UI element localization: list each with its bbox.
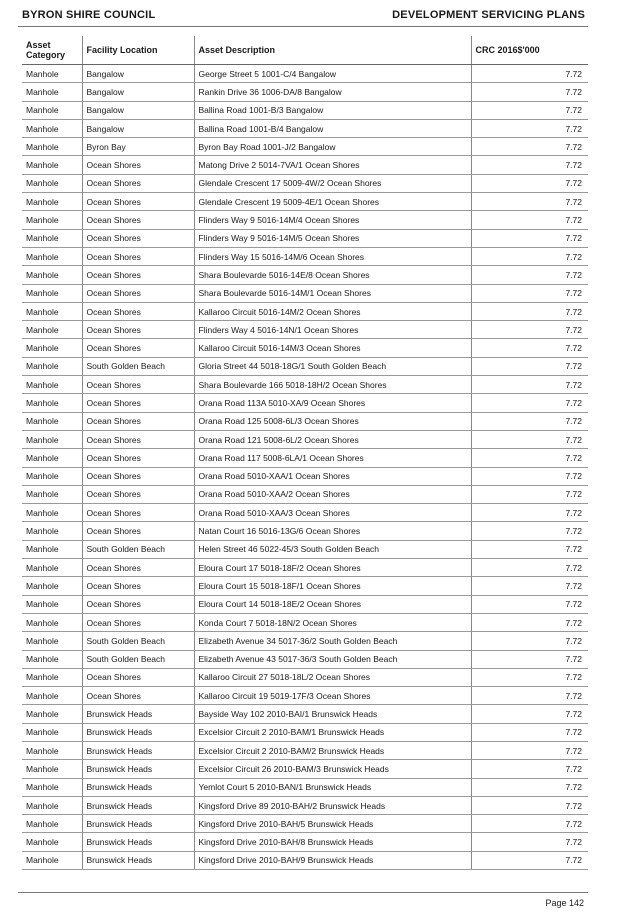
asset-category-cell: Manhole: [22, 559, 82, 577]
asset-description-cell: Gloria Street 44 5018-18G/1 South Golden Beach: [194, 357, 471, 375]
facility-location-cell: Ocean Shores: [82, 156, 194, 174]
facility-location-cell: Bangalow: [82, 83, 194, 101]
crc-value-cell: 7.72: [471, 778, 588, 796]
table-row: [22, 851, 588, 869]
table-row: [22, 394, 588, 412]
asset-category-cell: Manhole: [22, 741, 82, 759]
crc-value-cell: 7.72: [471, 577, 588, 595]
crc-value-cell: 7.72: [471, 394, 588, 412]
asset-description-cell: Natan Court 16 5016-13G/6 Ocean Shores: [194, 522, 471, 540]
asset-description-cell: Orana Road 5010-XAA/2 Ocean Shores: [194, 485, 471, 503]
asset-description-cell: Eloura Court 14 5018-18E/2 Ocean Shores: [194, 595, 471, 613]
asset-description-cell: Excelsior Circuit 26 2010-BAM/3 Brunswick Heads: [194, 760, 471, 778]
facility-location-cell: Ocean Shores: [82, 522, 194, 540]
crc-value-cell: 7.72: [471, 613, 588, 631]
facility-location-cell: Ocean Shores: [82, 613, 194, 631]
asset-category-cell: Manhole: [22, 339, 82, 357]
asset-description-cell: Glendale Crescent 17 5009-4W/2 Ocean Shores: [194, 174, 471, 192]
crc-value-cell: 7.72: [471, 705, 588, 723]
asset-description-cell: Byron Bay Road 1001-J/2 Bangalow: [194, 138, 471, 156]
asset-category-cell: Manhole: [22, 796, 82, 814]
crc-value-cell: 7.72: [471, 851, 588, 869]
table-row: [22, 211, 588, 229]
crc-value-cell: 7.72: [471, 156, 588, 174]
facility-location-cell: Brunswick Heads: [82, 815, 194, 833]
asset-description-cell: Glendale Crescent 19 5009-4E/1 Ocean Shores: [194, 193, 471, 211]
facility-location-cell: Brunswick Heads: [82, 851, 194, 869]
table-header: [22, 36, 588, 65]
table-row: [22, 412, 588, 430]
asset-description-cell: Eloura Court 17 5018-18F/2 Ocean Shores: [194, 559, 471, 577]
facility-location-cell: Ocean Shores: [82, 449, 194, 467]
table-row: [22, 357, 588, 375]
asset-category-cell: Manhole: [22, 119, 82, 137]
crc-value-cell: 7.72: [471, 687, 588, 705]
column-header-crc: CRC 2016$'000: [471, 36, 588, 65]
facility-location-cell: Brunswick Heads: [82, 833, 194, 851]
crc-value-cell: 7.72: [471, 595, 588, 613]
crc-value-cell: 7.72: [471, 632, 588, 650]
asset-description-cell: Excelsior Circuit 2 2010-BAM/2 Brunswick Heads: [194, 741, 471, 759]
crc-value-cell: 7.72: [471, 559, 588, 577]
asset-description-cell: Excelsior Circuit 2 2010-BAM/1 Brunswick Heads: [194, 723, 471, 741]
column-header-facility-location: Facility Location: [82, 36, 194, 65]
table-row: [22, 595, 588, 613]
crc-value-cell: 7.72: [471, 467, 588, 485]
asset-description-cell: Shara Boulevarde 5016-14E/8 Ocean Shores: [194, 266, 471, 284]
asset-description-cell: Kingsford Drive 2010-BAH/9 Brunswick Heads: [194, 851, 471, 869]
table-row: [22, 193, 588, 211]
crc-value-cell: 7.72: [471, 321, 588, 339]
crc-value-cell: 7.72: [471, 504, 588, 522]
asset-category-cell: Manhole: [22, 577, 82, 595]
table-row: [22, 101, 588, 119]
asset-category-cell: Manhole: [22, 650, 82, 668]
asset-description-cell: Yemlot Court 5 2010-BAN/1 Brunswick Heads: [194, 778, 471, 796]
crc-value-cell: 7.72: [471, 723, 588, 741]
facility-location-cell: South Golden Beach: [82, 632, 194, 650]
facility-location-cell: South Golden Beach: [82, 357, 194, 375]
table-row: [22, 741, 588, 759]
asset-description-cell: Elizabeth Avenue 43 5017-36/3 South Golden Beach: [194, 650, 471, 668]
asset-category-cell: Manhole: [22, 851, 82, 869]
facility-location-cell: Ocean Shores: [82, 266, 194, 284]
asset-category-cell: Manhole: [22, 247, 82, 265]
table-row: [22, 504, 588, 522]
asset-category-cell: Manhole: [22, 83, 82, 101]
asset-category-cell: Manhole: [22, 284, 82, 302]
header-divider: [18, 26, 588, 27]
table-row: [22, 430, 588, 448]
asset-category-cell: Manhole: [22, 302, 82, 320]
facility-location-cell: Ocean Shores: [82, 394, 194, 412]
asset-category-cell: Manhole: [22, 449, 82, 467]
facility-location-cell: Brunswick Heads: [82, 723, 194, 741]
asset-description-cell: Shara Boulevarde 5016-14M/1 Ocean Shores: [194, 284, 471, 302]
facility-location-cell: Ocean Shores: [82, 687, 194, 705]
facility-location-cell: Brunswick Heads: [82, 741, 194, 759]
facility-location-cell: Ocean Shores: [82, 229, 194, 247]
asset-category-cell: Manhole: [22, 613, 82, 631]
table-row: [22, 577, 588, 595]
asset-description-cell: Kallaroo Circuit 5016-14M/2 Ocean Shores: [194, 302, 471, 320]
table-row: [22, 449, 588, 467]
asset-description-cell: Flinders Way 15 5016-14M/6 Ocean Shores: [194, 247, 471, 265]
facility-location-cell: Ocean Shores: [82, 668, 194, 686]
crc-value-cell: 7.72: [471, 302, 588, 320]
asset-category-cell: Manhole: [22, 833, 82, 851]
facility-location-cell: Ocean Shores: [82, 302, 194, 320]
crc-value-cell: 7.72: [471, 815, 588, 833]
crc-value-cell: 7.72: [471, 485, 588, 503]
asset-description-cell: Flinders Way 9 5016-14M/4 Ocean Shores: [194, 211, 471, 229]
asset-description-cell: Orana Road 113A 5010-XA/9 Ocean Shores: [194, 394, 471, 412]
asset-description-cell: Kingsford Drive 89 2010-BAH/2 Brunswick Heads: [194, 796, 471, 814]
asset-description-cell: Matong Drive 2 5014-7VA/1 Ocean Shores: [194, 156, 471, 174]
table-row: [22, 613, 588, 631]
asset-category-cell: Manhole: [22, 485, 82, 503]
asset-description-cell: Elizabeth Avenue 34 5017-36/2 South Golden Beach: [194, 632, 471, 650]
facility-location-cell: Ocean Shores: [82, 284, 194, 302]
table-row: [22, 778, 588, 796]
asset-category-cell: Manhole: [22, 211, 82, 229]
crc-value-cell: 7.72: [471, 174, 588, 192]
crc-value-cell: 7.72: [471, 449, 588, 467]
crc-value-cell: 7.72: [471, 247, 588, 265]
column-header-asset-category: Asset Category: [22, 36, 82, 65]
asset-category-cell: Manhole: [22, 430, 82, 448]
table-row: [22, 138, 588, 156]
facility-location-cell: Byron Bay: [82, 138, 194, 156]
table-row: [22, 650, 588, 668]
table-body: [22, 65, 588, 870]
table-row: [22, 229, 588, 247]
table-row: [22, 705, 588, 723]
asset-description-cell: Kallaroo Circuit 5016-14M/3 Ocean Shores: [194, 339, 471, 357]
asset-description-cell: Flinders Way 9 5016-14M/5 Ocean Shores: [194, 229, 471, 247]
document-title: DEVELOPMENT SERVICING PLANS: [392, 9, 585, 21]
crc-value-cell: 7.72: [471, 357, 588, 375]
table-row: [22, 796, 588, 814]
facility-location-cell: Ocean Shores: [82, 412, 194, 430]
asset-category-cell: Manhole: [22, 229, 82, 247]
asset-description-cell: Flinders Way 4 5016-14N/1 Ocean Shores: [194, 321, 471, 339]
asset-description-cell: Helen Street 46 5022-45/3 South Golden Beach: [194, 540, 471, 558]
crc-value-cell: 7.72: [471, 138, 588, 156]
asset-description-cell: Orana Road 117 5008-6LA/1 Ocean Shores: [194, 449, 471, 467]
facility-location-cell: Ocean Shores: [82, 211, 194, 229]
crc-value-cell: 7.72: [471, 741, 588, 759]
facility-location-cell: Brunswick Heads: [82, 760, 194, 778]
crc-value-cell: 7.72: [471, 65, 588, 83]
table-row: [22, 376, 588, 394]
asset-category-cell: Manhole: [22, 540, 82, 558]
asset-category-cell: Manhole: [22, 193, 82, 211]
facility-location-cell: Brunswick Heads: [82, 705, 194, 723]
facility-location-cell: Ocean Shores: [82, 193, 194, 211]
table-row: [22, 723, 588, 741]
facility-location-cell: Ocean Shores: [82, 321, 194, 339]
crc-value-cell: 7.72: [471, 650, 588, 668]
table-row: [22, 632, 588, 650]
table-row: [22, 284, 588, 302]
asset-category-cell: Manhole: [22, 357, 82, 375]
facility-location-cell: Ocean Shores: [82, 577, 194, 595]
crc-value-cell: 7.72: [471, 430, 588, 448]
crc-value-cell: 7.72: [471, 540, 588, 558]
crc-value-cell: 7.72: [471, 412, 588, 430]
facility-location-cell: Ocean Shores: [82, 430, 194, 448]
table-row: [22, 339, 588, 357]
crc-value-cell: 7.72: [471, 339, 588, 357]
asset-category-cell: Manhole: [22, 723, 82, 741]
table-row: [22, 540, 588, 558]
crc-value-cell: 7.72: [471, 522, 588, 540]
asset-category-cell: Manhole: [22, 815, 82, 833]
facility-location-cell: Ocean Shores: [82, 339, 194, 357]
table-row: [22, 522, 588, 540]
crc-value-cell: 7.72: [471, 101, 588, 119]
table-row: [22, 833, 588, 851]
table-row: [22, 467, 588, 485]
facility-location-cell: Bangalow: [82, 65, 194, 83]
asset-category-cell: Manhole: [22, 394, 82, 412]
asset-description-cell: Kallaroo Circuit 19 5019-17F/3 Ocean Shores: [194, 687, 471, 705]
facility-location-cell: Ocean Shores: [82, 595, 194, 613]
facility-location-cell: Ocean Shores: [82, 467, 194, 485]
footer-divider: [18, 892, 588, 893]
asset-description-cell: Orana Road 5010-XAA/1 Ocean Shores: [194, 467, 471, 485]
asset-category-cell: Manhole: [22, 632, 82, 650]
table-row: [22, 156, 588, 174]
asset-description-cell: George Street 5 1001-C/4 Bangalow: [194, 65, 471, 83]
council-name: BYRON SHIRE COUNCIL: [22, 9, 156, 21]
crc-value-cell: 7.72: [471, 833, 588, 851]
asset-category-cell: Manhole: [22, 668, 82, 686]
table-row: [22, 815, 588, 833]
table-row: [22, 485, 588, 503]
asset-category-cell: Manhole: [22, 705, 82, 723]
asset-category-cell: Manhole: [22, 138, 82, 156]
facility-location-cell: Ocean Shores: [82, 559, 194, 577]
crc-value-cell: 7.72: [471, 284, 588, 302]
asset-description-cell: Rankin Drive 36 1006-DA/8 Bangalow: [194, 83, 471, 101]
asset-category-cell: Manhole: [22, 522, 82, 540]
crc-value-cell: 7.72: [471, 796, 588, 814]
asset-category-cell: Manhole: [22, 595, 82, 613]
crc-value-cell: 7.72: [471, 266, 588, 284]
facility-location-cell: Ocean Shores: [82, 376, 194, 394]
asset-description-cell: Ballina Road 1001-B/3 Bangalow: [194, 101, 471, 119]
asset-description-cell: Shara Boulevarde 166 5018-18H/2 Ocean Shores: [194, 376, 471, 394]
crc-value-cell: 7.72: [471, 668, 588, 686]
table-row: [22, 247, 588, 265]
facility-location-cell: Brunswick Heads: [82, 796, 194, 814]
table-row: [22, 321, 588, 339]
asset-description-cell: Orana Road 125 5008-6L/3 Ocean Shores: [194, 412, 471, 430]
crc-value-cell: 7.72: [471, 83, 588, 101]
asset-category-cell: Manhole: [22, 778, 82, 796]
facility-location-cell: Ocean Shores: [82, 485, 194, 503]
table-row: [22, 174, 588, 192]
crc-value-cell: 7.72: [471, 193, 588, 211]
facility-location-cell: Brunswick Heads: [82, 778, 194, 796]
asset-category-cell: Manhole: [22, 321, 82, 339]
asset-description-cell: Orana Road 121 5008-6L/2 Ocean Shores: [194, 430, 471, 448]
asset-description-cell: Kingsford Drive 2010-BAH/8 Brunswick Heads: [194, 833, 471, 851]
asset-category-cell: Manhole: [22, 687, 82, 705]
asset-category-cell: Manhole: [22, 266, 82, 284]
asset-category-cell: Manhole: [22, 101, 82, 119]
asset-category-cell: Manhole: [22, 412, 82, 430]
column-header-asset-description: Asset Description: [194, 36, 471, 65]
crc-value-cell: 7.72: [471, 760, 588, 778]
asset-category-cell: Manhole: [22, 174, 82, 192]
page-header: [22, 9, 585, 23]
asset-category-cell: Manhole: [22, 156, 82, 174]
table-row: [22, 302, 588, 320]
table-row: [22, 119, 588, 137]
asset-description-cell: Bayside Way 102 2010-BAI/1 Brunswick Heads: [194, 705, 471, 723]
asset-table: [22, 36, 588, 870]
table-row: [22, 83, 588, 101]
asset-description-cell: Orana Road 5010-XAA/3 Ocean Shores: [194, 504, 471, 522]
facility-location-cell: Ocean Shores: [82, 174, 194, 192]
crc-value-cell: 7.72: [471, 211, 588, 229]
asset-category-cell: Manhole: [22, 467, 82, 485]
asset-category-cell: Manhole: [22, 760, 82, 778]
table-row: [22, 687, 588, 705]
facility-location-cell: Ocean Shores: [82, 504, 194, 522]
facility-location-cell: Ocean Shores: [82, 247, 194, 265]
facility-location-cell: South Golden Beach: [82, 540, 194, 558]
table-row: [22, 760, 588, 778]
page-number: Page 142: [545, 898, 584, 908]
facility-location-cell: Bangalow: [82, 119, 194, 137]
crc-value-cell: 7.72: [471, 376, 588, 394]
asset-description-cell: Kallaroo Circuit 27 5018-18L/2 Ocean Shores: [194, 668, 471, 686]
table-row: [22, 559, 588, 577]
asset-description-cell: Kingsford Drive 2010-BAH/5 Brunswick Heads: [194, 815, 471, 833]
table-row: [22, 668, 588, 686]
asset-description-cell: Eloura Court 15 5018-18F/1 Ocean Shores: [194, 577, 471, 595]
asset-description-cell: Konda Court 7 5018-18N/2 Ocean Shores: [194, 613, 471, 631]
crc-value-cell: 7.72: [471, 119, 588, 137]
asset-category-cell: Manhole: [22, 504, 82, 522]
facility-location-cell: Bangalow: [82, 101, 194, 119]
facility-location-cell: South Golden Beach: [82, 650, 194, 668]
asset-category-cell: Manhole: [22, 65, 82, 83]
table-row: [22, 65, 588, 83]
asset-description-cell: Ballina Road 1001-B/4 Bangalow: [194, 119, 471, 137]
crc-value-cell: 7.72: [471, 229, 588, 247]
asset-category-cell: Manhole: [22, 376, 82, 394]
table-row: [22, 266, 588, 284]
